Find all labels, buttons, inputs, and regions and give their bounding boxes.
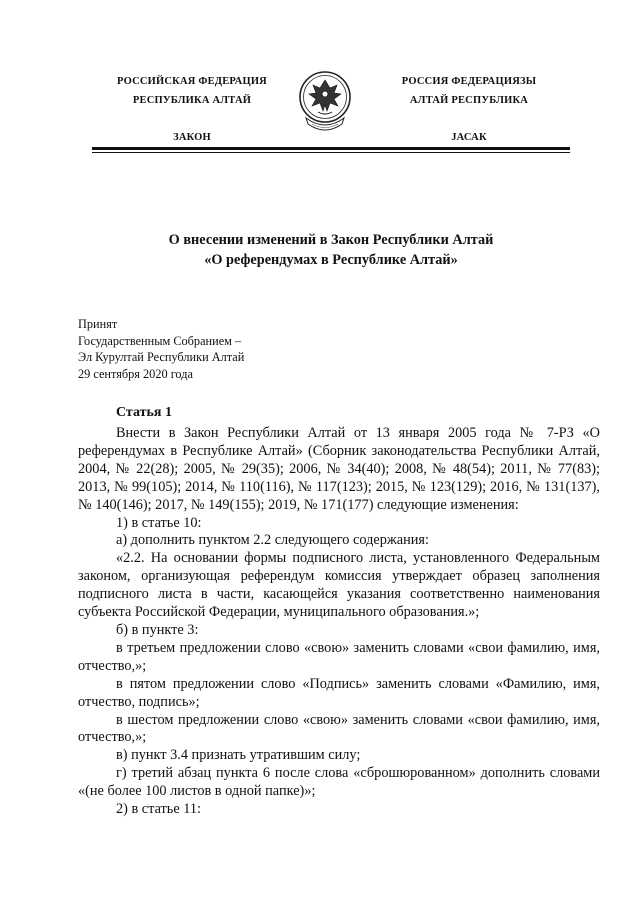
paragraph: в пятом предложении слово «Подпись» заменить словами «Фамилию, имя, отчество, подпись»; [78,675,600,710]
header-divider-thick [92,147,570,150]
paragraph: 1) в статье 10: [116,514,202,531]
paragraph: б) в пункте 3: [116,621,199,638]
header-right [384,72,554,147]
paragraph: Внести в Закон Республики Алтай от 13 января 2005 года № 7-РЗ «О референдумах в Республике Алтай» (Сборник законодательства Республики Алтай, 2004, № 22(28); 2005, № 29(35); 2006, № 34(40); 2008, № 48(54); 2011, № 77(83); 2013, № 99(105); 2014, № 110(116), № 117(123); 2015, № 123(129); 2016, № 131(137), № 140(146); 2017, № 149(155); 2019, № 171(177) следующие изменения: [78,425,600,513]
law-title-line-1: О внесении изменений в Закон Республики Алтай [168,232,494,248]
paragraph: а) дополнить пунктом 2.2 следующего содержания: [116,532,429,549]
adoption-note-line-1: Принят [78,317,118,331]
article-body [78,425,600,819]
header-right-republic: АЛТАЙ РЕСПУБЛИКА [409,95,529,106]
paragraph: г) третий абзац пункта 6 после слова «сброшюрованном» дополнить словами «(не более 100 листов в одной папке)»; [78,765,600,800]
paragraph: в третьем предложении слово «свою» заменить словами «свои фамилию, имя, отчество,»; [78,639,600,674]
header-left-republic: РЕСПУБЛИКА АЛТАЙ [132,95,252,106]
header-divider-thin [92,152,570,153]
adoption-date: 29 сентября 2020 года [78,366,193,381]
article-heading: Статья 1 [116,405,172,420]
adoption-note-line-3: Эл Курултай Республики Алтай [78,350,245,364]
header-right-doc-type: JАСАК [451,132,487,143]
header-right-country: РОССИЯ ФЕДЕРАЦИЯЗЫ [401,76,537,87]
paragraph: в) пункт 3.4 признать утратившим силу; [116,747,361,764]
law-title [92,230,570,270]
header-left-country: РОССИЙСКАЯ ФЕДЕРАЦИЯ [117,76,267,87]
coat-of-arms-icon [296,66,354,134]
paragraph: «2.2. На основании формы подписного листа, установленного Федеральным законом, организующая референдум комиссия утверждает образец заполнения подписного листа в части, касающейся указания соответственно наименования субъекта Российской Федерации, муниципального образования.»; [78,550,600,621]
paragraph: 2) в статье 11: [116,801,201,818]
header-left [92,72,292,147]
paragraph: в шестом предложении слово «свою» заменить словами «свои фамилию, имя, отчество,»; [78,711,600,746]
law-title-line-2: «О референдумах в Республике Алтай» [204,252,458,268]
adoption-note [78,316,244,382]
adoption-note-line-2: Государственным Собранием – [78,333,242,348]
header-left-doc-type: ЗАКОН [173,132,211,143]
